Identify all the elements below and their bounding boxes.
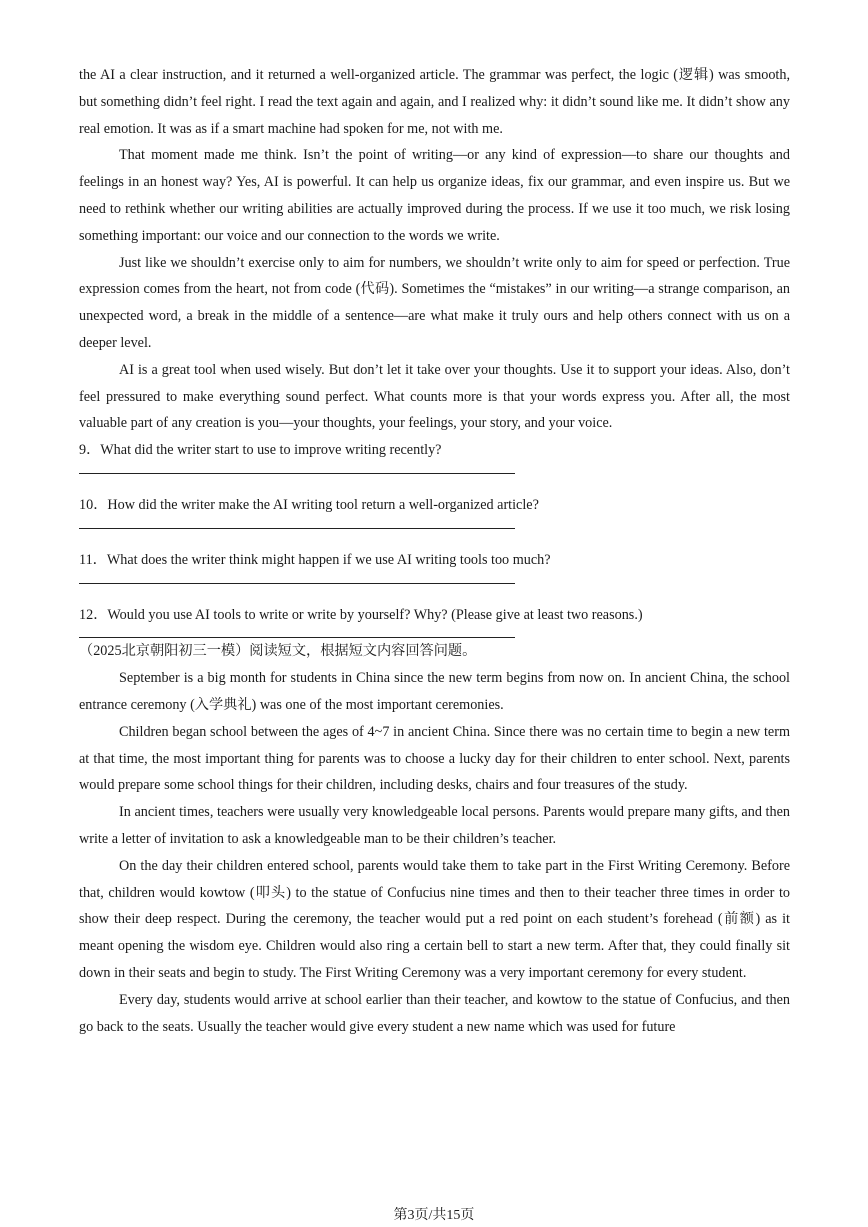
section-paragraph-4: On the day their children entered school, parents would take them to take part in the First Writing Ceremony. Before that, children would kowtow (叩头) to the statue of Confucius nine times and then to their teacher three times in order to show their deep respect. During the ceremony, the teacher would put a red point on each student’s forehead (前额) as it meant opening the wisdom eye. Children would also ring a certain bell to start a new term. After that, they could finally sit down in their seats and begin to study. The First Writing Ceremony was a very important ceremony for every student. (79, 857, 790, 981)
question-12: 12．Would you use AI tools to write or write by yourself? Why? (Please give at least two reasons.) (79, 606, 643, 623)
article-paragraph-3: Just like we shouldn’t exercise only to aim for numbers, we shouldn’t write only to aim for speed or perfection. True expression comes from the heart, not from code (代码). Sometimes the “mistakes” in our writing—a strange comparison, an unexpected word, a break in the middle of a sentence—are what make it truly ours and help others connect with us on a deeper level. (79, 254, 790, 351)
question-10: 10．How did the writer make the AI writing tool return a well-organized article? (79, 496, 539, 513)
question-11: 11．What does the writer think might happen if we use AI writing tools too much? (79, 551, 551, 568)
section-paragraph-2: Children began school between the ages of 4~7 in ancient China. Since there was no certain time to begin a new term at that time, the most important thing for parents was to choose a lucky day for their children to enter school. Next, parents would prepare some school things for their children, including desks, chairs and four treasures of the study. (79, 723, 790, 794)
question-9: 9．What did the writer start to use to improve writing recently? (79, 442, 442, 459)
section-paragraph-3: In ancient times, teachers were usually very knowledgeable local persons. Parents would prepare many gifts, and then write a letter of invitation to ask a knowledgeable man to be their children’s teacher. (79, 804, 790, 847)
question-block (79, 437, 790, 638)
section-heading: （2025北京朝阳初三一模）阅读短文，根据短文内容回答问题。 (79, 643, 477, 660)
answer-line-10[interactable] (79, 528, 515, 529)
answer-line-9[interactable] (79, 473, 515, 474)
answer-line-11[interactable] (79, 583, 515, 584)
section-paragraph-5: Every day, students would arrive at school earlier than their teacher, and kowtow to the statue of Confucius, and then go back to the seats. Usually the teacher would give every student a new name which was used for future (79, 991, 790, 1035)
article-paragraph-4: AI is a great tool when used wisely. But don’t let it take over your thoughts. Use it to support your ideas. Also, don’t feel pressured to make everything sound perfect. What counts more is that your words express you. After all, the most valuable part of any creation is you—your thoughts, your feelings, your story, and your voice. (79, 361, 790, 432)
article-paragraph-1: the AI a clear instruction, and it returned a well-organized article. The grammar was perfect, the logic (逻辑) was smooth, but something didn’t feel right. I read the text again and again, and I realized why: it didn’t sound like me. It didn’t show any real emotion. It was as if a smart machine had spoken for me, not with me. (79, 67, 790, 137)
section-paragraph-1: September is a big month for students in China since the new term begins from now on. In ancient China, the school entrance ceremony (入学典礼) was one of the most important ceremonies. (79, 670, 790, 713)
document-page (79, 62, 790, 1040)
article-paragraph-2: That moment made me think. Isn’t the point of writing—or any kind of expression—to share our thoughts and feelings in an honest way? Yes, AI is powerful. It can help us organize ideas, fix our grammar, and even inspire us. But we need to rethink whether our writing abilities are actually improved during the process. If we use it too much, we risk losing something important: our voice and our connection to the words we write. (79, 147, 790, 244)
page-number: 第3页/共15页 (393, 1208, 475, 1223)
